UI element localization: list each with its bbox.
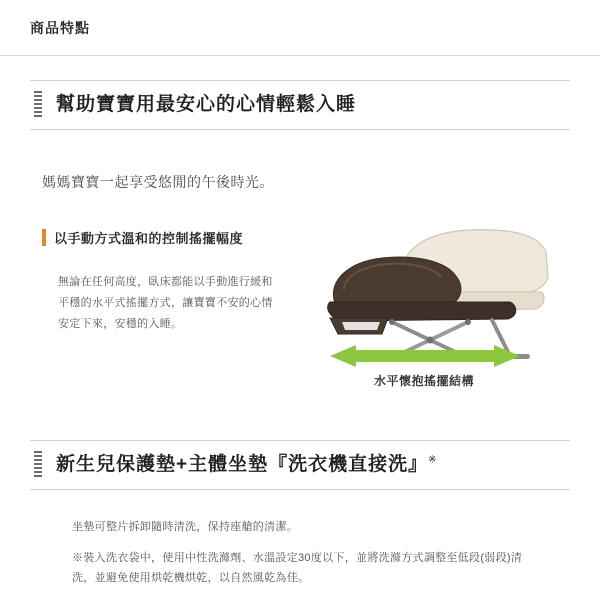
page-title: 商品特點 [30, 20, 90, 36]
section-one-lead-text: 媽媽寶寶一起享受悠閒的午後時光。 [42, 174, 274, 190]
dashed-bar-icon [34, 451, 42, 479]
section-two-headline-box [30, 440, 570, 490]
section-two-note-primary: 坐墊可整片拆卸隨時清洗，保持座艙的清潔。 [72, 521, 298, 533]
section-one-headline-box [30, 80, 570, 130]
feature-section-one [30, 80, 570, 130]
figure-caption: 水平懷抱搖擺結構 [373, 374, 474, 388]
accent-bar-icon [42, 229, 46, 246]
section-two-note-footnote: ※裝入洗衣袋中，使用中性洗滌劑、水溫設定30度以下，並將洗滌方式調整至低段(弱段)清洗，並避免使用烘乾機烘乾，以自然風乾為佳。 [72, 552, 523, 585]
section-two-headline-superscript: ※ [428, 454, 438, 466]
section-one-subheading-label: 以手動方式溫和的控制搖擺幅度 [54, 231, 244, 246]
feature-section-two [30, 440, 570, 490]
double-arrow-horizontal-icon [330, 345, 520, 367]
section-two-headline-main: 新生兒保護墊+主體坐墊『洗衣機直接洗』 [56, 454, 429, 475]
swing-range-arrow [330, 345, 520, 367]
dashed-bar-icon [34, 91, 42, 119]
section-one-subheading [42, 228, 243, 247]
section-one-headline: 幫助寶寶用最安心的心情輕鬆入睡 [56, 94, 357, 115]
section-one-body-text: 無論在任何高度，臥床都能以手動進行緩和平穩的水平式搖擺方式，讓寶寶不安的心情安定下來，安穩的入睡。 [58, 276, 273, 330]
section-two-headline [56, 452, 570, 478]
page-header [0, 0, 600, 56]
